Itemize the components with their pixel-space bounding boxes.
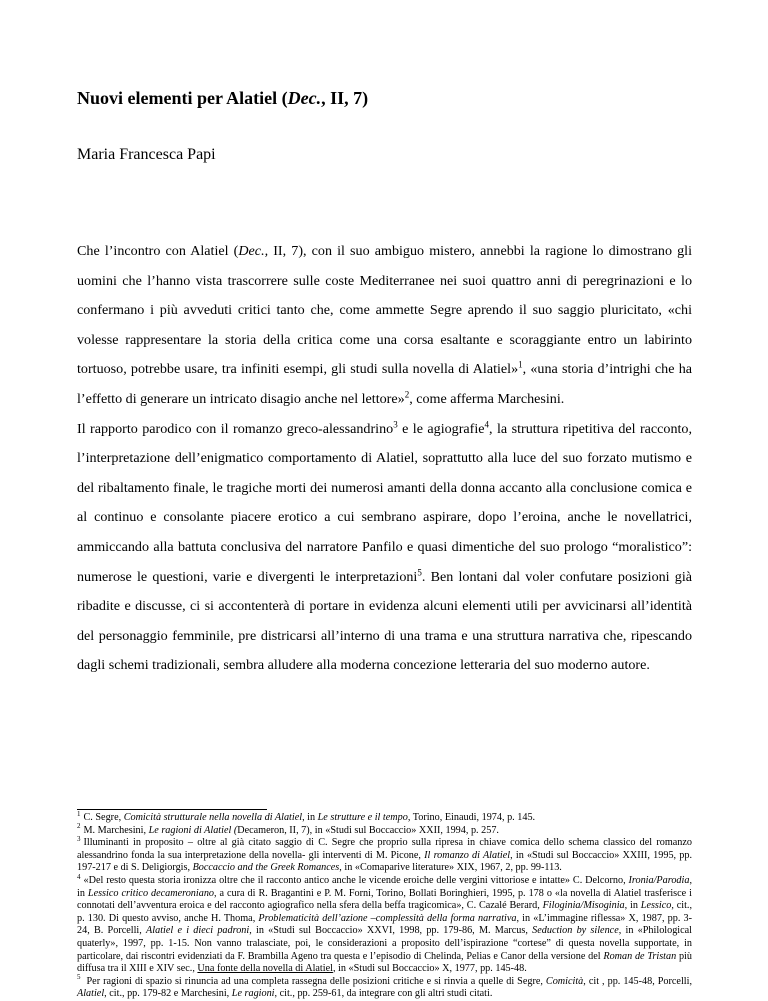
- footnote-2: $^2$ M. Marchesini, Le ragioni di Alatiel (Decameron, II, 7), in «Studi sul Boccaccio» XXII, 1994, p. 257.: [77, 822, 499, 836]
- article-title: Nuovi elementi per Alatiel (Dec., II, 7): [77, 88, 369, 108]
- footnote-1: $^1$ C. Segre, Comicità strutturale nella novella di Alatiel, in Le strutture e il tempo, Torino, Einaudi, 1974, p. 145.: [77, 809, 536, 823]
- paragraph-2: Il rapporto parodico con il romanzo greco-alessandrino$^3$ e le agiografie$^4$, la struttura ripetitiva del racconto, l’interpretazione dell’enigmatico comportamento di Alatiel, soprattutto alla luce del suo forzato mutismo e del ribaltamento finale, le tragiche morti dei numerosi amanti della donna accanto alla conclusione comica e al continuo e consolante piacere erotico a cui sembrano aspirare, dopo l’eroina, anche le novellatrici, ammiccando alla battuta conclusiva del narratore Panfilo e quasi dimentiche del suo prologo “moralistico”: numerose le questioni, varie e divergenti le interpretazioni$^5$. Ben lontani dal voler confutare posizioni già ribadite e discusse, ci si accontenterà di portare in evidenza alcuni elementi utili per avvicinarsi all’identità del personaggio femminile, pre districarsi all’interno di una trama e una struttura narrativa che, ripescando dagli schemi tradizionali, sembra alludere alla moderna concezione letteraria del suo moderno autore.: [77, 418, 693, 674]
- footnotes: [77, 809, 693, 1001]
- footnote-separator: [77, 809, 267, 810]
- footnote-4: $^4$ «Del resto questa storia ironizza oltre che il racconto antico anche le vicende eroiche delle vergini vittoriose e intatte» C. Delcorno, Ironia/Parodia, in Lessico critico decameroniano, a cura di R. Bragantini e P. M. Forni, Torino, Bollati Boringhieri, 1995, p. 178 o «la novella di Alatiel trasferisce i connotati dell’avventura eroica e del racconto agiografico nella sfera della beffa tragicomica», C. Cazalé Berard, Filoginia/Misoginia, in Lessico, cit., p. 130. Di questo avviso, anche H. Thoma, Problematicità dell’azione –complessità della forma narrativa, in «L’immagine riflessa» X, 1987, pp. 3-24, B. Porcelli, Alatiel e i dieci padroni, in «Studi sul Boccaccio» XXVI, 1998, pp. 179-86, M. Marcus, Seduction by silence, in «Philological quaterly», 1997, pp. 1-15. Non vanno tralasciate, poi, le considerazioni a proposito dell’ispirazione “cortese” di questa novella supportate, in particolare, dai riscontri evidenziati da F. Brambilla Ageno tra questa e l’episodio di Chelinda, Pelias e Canor della versione del Roman de Tristan più diffusa tra il XIII e XIV sec., Una fonte della novella di Alatiel, in «Studi sul Boccaccio» X, 1977, pp. 145-48.: [77, 872, 693, 975]
- paragraph-1: Che l’incontro con Alatiel (Dec., II, 7), con il suo ambiguo mistero, annebbi la ragione lo dimostrano gli uomini che l’hanno vista trascorrere sulle coste Mediterranee nei suoi quattro anni di peregrinazioni e lo confermano i più avveduti critici tanto che, come ammette Segre aprendo il suo saggio pluricitato, «chi volesse rappresentare la storia della critica come una corsa esaltante e scoraggiante entro un labirinto tortuoso, potrebbe usare, tra infiniti esempi, gli studi sulla novella di Alatiel»$^1$, «una storia d’intrighi che ha l’effetto di generare un intricato disagio anche nel lettore»$^2$, come afferma Marchesini.: [77, 243, 692, 407]
- footnote-ref-3[interactable]: 3: [393, 418, 398, 429]
- footnote-3: $^3$ Illuminanti in proposito – oltre al già citato saggio di C. Segre che proprio sulla ripresa in chiave comica dello schema classico del romanzo alessandrino fonda la sua interpretazione della novella- gli interventi di M. Picone, Il romanzo di Alatiel, in «Studi sul Boccaccio» XXIII, 1995, pp. 197-217 e di S. Deligiorgis, Boccaccio and the Greek Romances, in «Comaparive literature» XIX, 1967, 2, pp. 99-113.: [77, 834, 693, 874]
- footnote-ref-1[interactable]: 1: [518, 359, 523, 370]
- footnote-ref-2[interactable]: 2: [404, 389, 410, 400]
- footnote-ref-4[interactable]: 4: [484, 418, 490, 429]
- footnote-ref-5[interactable]: 5: [417, 566, 422, 577]
- author-name: Maria Francesca Papi: [77, 146, 216, 163]
- footnote-5: $^5$ Per ragioni di spazio si rinuncia ad una completa rassegna delle posizioni critiche e si rinvia a quelle di Segre, Comicità, cit , pp. 145-48, Porcelli, Alatiel, cit., pp. 179-82 e Marchesini, Le ragioni, cit., pp. 259-61, da integrare con gli altri studi citati.: [77, 973, 692, 1000]
- body-text: [77, 237, 692, 681]
